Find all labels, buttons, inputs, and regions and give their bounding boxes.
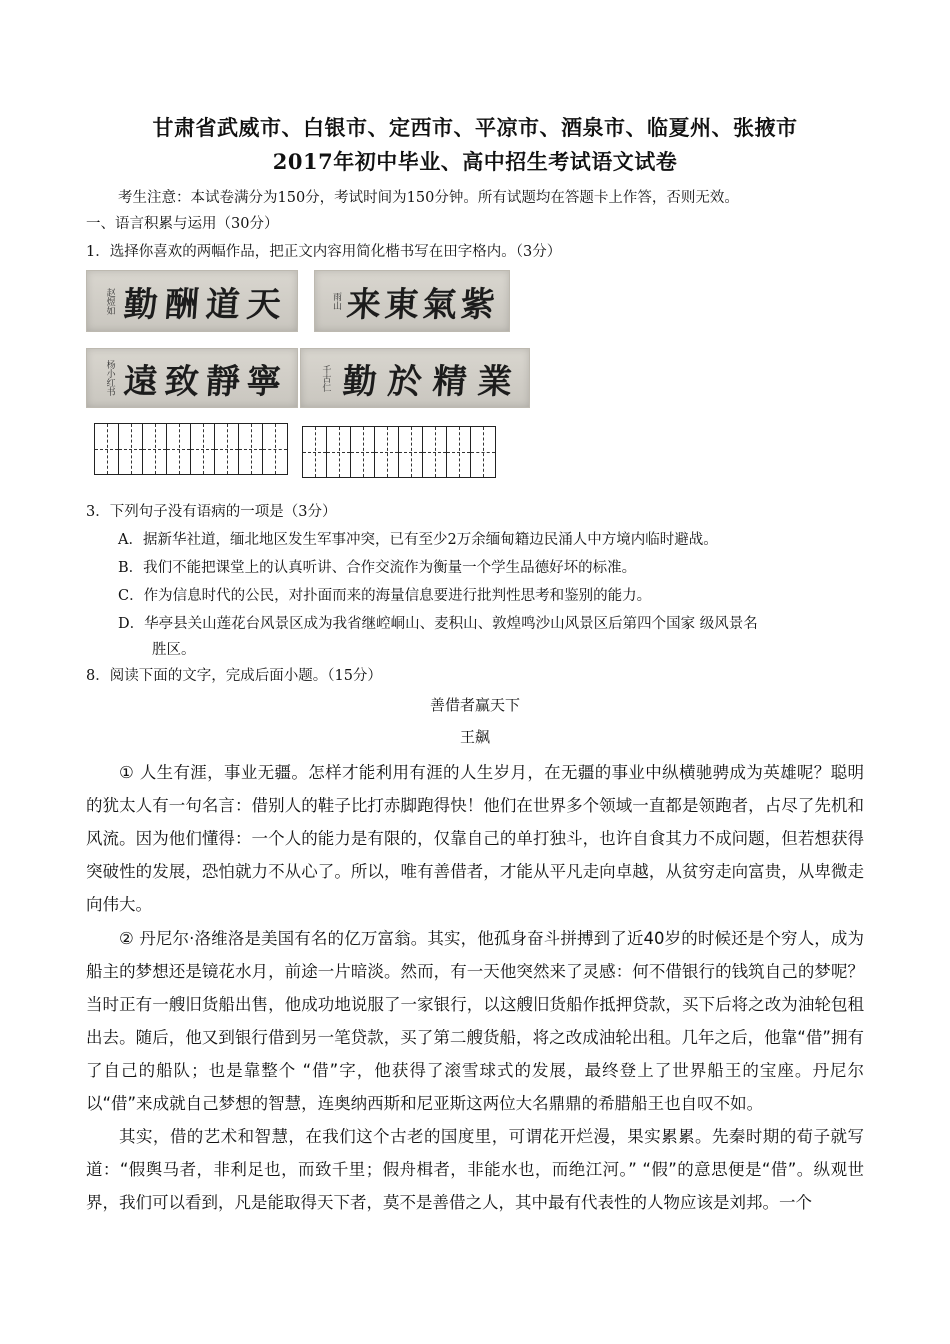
section-heading: 一、语言积累与运用（30分） (86, 216, 279, 232)
option-d-continued: 胜区。 (152, 642, 196, 658)
tianzige-grid-2[interactable] (302, 426, 496, 478)
article-paragraph-2: ② 丹尼尔·洛维洛是美国有名的亿万富翁。其实，他孤身奋斗拼搏到了近40岁的时候还是个穷人，成为船主的梦想还是镜花水月，前途一片暗淡。然而，有一天他突然来了灵感：何不借银行的钱筑自己的梦呢？当时正有一艘旧货船出售，他成功地说服了一家银行，以这艘旧货船作抵押贷款，买下后将之改为油轮包租出去。随后，他又到银行借到另一笔贷款，买了第二艘货船，将之改成油轮出租。几年之后，他靠“借”拥有了自己的船队；也是靠整个 “借”字，他获得了滚雪球式的发展，最终登上了世界船王的宝座。丹尼尔以“借”来成就自己梦想的智慧，连奥纳西斯和尼亚斯这两位大名鼎鼎的希腊船王也自叹不如。 (86, 929, 864, 1113)
option-a[interactable]: A．据新华社道，缅北地区发生军事冲突，已有至少2万余缅甸籍边民涌人中方境内临时避战。 (118, 532, 718, 548)
calligraphy-work-1: 赵煜如 勤 酬 道 天 (86, 270, 298, 332)
exam-title-line2: 2017年初中毕业、高中招生考试语文试卷 (272, 149, 678, 174)
calligraphy-work-4: 千古仁 勤 於 精 業 (300, 348, 530, 408)
article-title: 善借者赢天下 (429, 696, 520, 714)
article-paragraph-3: 其实，借的艺术和智慧，在我们这个古老的国度里，可谓花开烂漫，果实累累。先秦时期的荀子就写道：“假舆马者，非利足也，而致千里；假舟楫者，非能水也，而绝江河。” “假”的意思便是“借”。纵观世界，我们可以看到，凡是能取得天下者，莫不是善借之人，其中最有代表性的人物应该是刘邦。一个 (86, 1127, 864, 1212)
question-8-stem: 8．阅读下面的文字，完成后面小题。（15分） (86, 668, 382, 684)
option-d[interactable]: D．华亭县关山莲花台风景区成为我省继崆峒山、麦积山、敦煌鸣沙山风景区后第四个国家 级风景名 (118, 616, 758, 632)
calligraphy-seal: 杨小红书 (104, 360, 115, 396)
question-3-stem: 3．下列句子没有语病的一项是（3分） (86, 504, 337, 520)
calligraphy-work-2: 雨山 来 東 氣 紫 (314, 270, 510, 332)
calligraphy-seal: 雨山 (331, 292, 341, 310)
article-paragraph-1: ① 人生有涯，事业无疆。怎样才能利用有涯的人生岁月，在无疆的事业中纵横驰骋成为英雄呢？聪明的犹太人有一句名言：借别人的鞋子比打赤脚跑得快！他们在世界多个领域一直都是领跑者，占尽了先机和风流。因为他们懂得：一个人的能力是有限的，仅靠自己的单打独斗，也许自食其力不成问题，但若想获得突破性的发展，恐怕就力不从心了。所以，唯有善借者，才能从平凡走向卓越，从贫穷走向富贵，从卑微走向伟大。 (86, 763, 864, 914)
tianzige-grid-1[interactable] (94, 423, 288, 475)
exam-title-line1: 甘肃省武威市、白银市、定西市、平凉市、酒泉市、临夏州、张掖市 (152, 115, 798, 140)
option-c[interactable]: C．作为信息时代的公民，对扑面而来的海量信息要进行批判性思考和鉴别的能力。 (118, 588, 652, 604)
question-1-stem: 1．选择你喜欢的两幅作品，把正文内容用简化楷书写在田字格内。（3分） (86, 244, 562, 260)
calligraphy-seal: 千古仁 (320, 364, 331, 392)
candidate-notice: 考生注意：本试卷满分为150分，考试时间为150分钟。所有试题均在答题卡上作答，否则无效。 (118, 190, 739, 206)
calligraphy-seal: 赵煜如 (104, 287, 115, 315)
option-b[interactable]: B．我们不能把课堂上的认真听讲、合作交流作为衡量一个学生品德好坏的标准。 (118, 560, 637, 576)
article-author: 王飙 (459, 728, 490, 746)
calligraphy-work-3: 杨小红书 遠 致 靜 寧 (86, 348, 298, 408)
